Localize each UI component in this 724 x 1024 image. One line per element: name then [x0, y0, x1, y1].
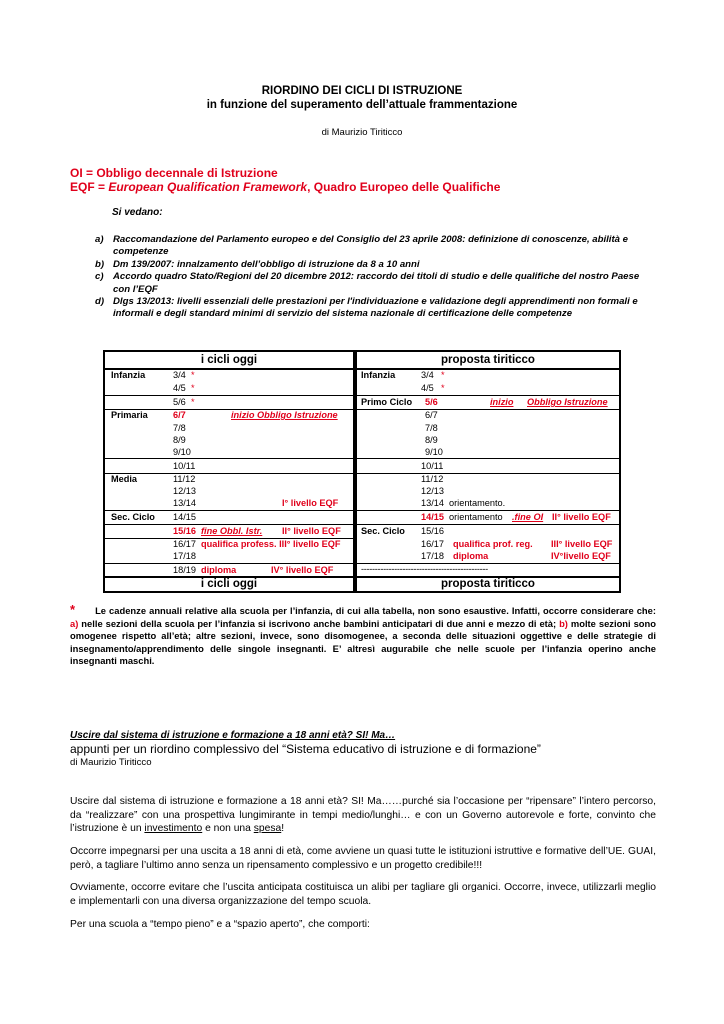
year-cell: 7/8	[173, 423, 186, 433]
year-cell: 9/10	[173, 447, 191, 457]
year-cell: 8/9	[173, 435, 186, 445]
left-footer: i cicli oggi	[105, 576, 353, 591]
diploma-label: diploma	[201, 565, 237, 575]
year-cell: 14/15	[421, 512, 444, 522]
reference-item	[95, 271, 657, 296]
table-row	[357, 539, 619, 551]
year-cell: 6/7	[173, 410, 186, 420]
diploma-label: diploma	[453, 551, 489, 561]
year-cell: 13/14	[421, 498, 444, 508]
left-header: i cicli oggi	[105, 352, 353, 370]
level-infanzia: Infanzia	[111, 370, 146, 380]
paragraph-4: Per una scuola a “tempo pieno” e a “spazio aperto”, che comporti:	[70, 919, 370, 930]
table-row	[357, 498, 619, 511]
table-row	[357, 396, 619, 410]
footnote-label-b: b)	[559, 617, 568, 629]
year-cell: 5/6	[425, 397, 438, 407]
year-cell: 4/5	[173, 383, 186, 393]
paragraph-3: Ovviamente, occorre evitare che l’uscita anticipata costituisca un alibi per tagliare gli organici. Occorre, invece, utilizzarli meglio e implementarli con una diversa organizzazione del tempo scuola.	[70, 882, 656, 907]
reference-label: c)	[95, 271, 104, 283]
table-row	[105, 474, 353, 486]
asterisk: *	[441, 370, 445, 380]
year-cell: 15/16	[421, 526, 444, 536]
table-row	[105, 525, 353, 539]
table-row	[357, 511, 619, 525]
section2-title: Uscire dal sistema di istruzione e formazione a 18 anni età? SI! Ma…	[70, 730, 396, 741]
table-row	[105, 370, 353, 383]
right-footer: proposta tiriticco	[357, 576, 619, 591]
table-row	[105, 410, 353, 423]
qualifica-label: qualifica prof. reg.	[453, 539, 533, 549]
document-subtitle: in funzione del superamento dell’attuale frammentazione	[206, 99, 518, 111]
reference-label: a)	[95, 234, 104, 245]
table-row	[357, 383, 619, 396]
paragraph-2: Occorre impegnarsi per una uscita a 18 anni di età, come avviene un quasi tutte le istituzioni istruttive e formative dell’UE. GUAI, però, a tagliare l’ultimo anno senza un ripensamento complessivo e un progetto credibile!!!	[70, 846, 656, 871]
eqf-suffix: , Quadro Europeo delle Qualifiche	[307, 180, 501, 194]
table-row	[357, 551, 619, 564]
table-row	[357, 525, 619, 539]
level-media: Media	[111, 474, 138, 484]
definitions	[70, 166, 500, 194]
year-cell: 4/5	[421, 383, 434, 393]
table-row	[105, 423, 353, 435]
right-header: proposta tiriticco	[357, 352, 619, 370]
year-cell: 11/12	[173, 474, 196, 484]
eqf-level-label: IV°livello EQF	[551, 551, 611, 561]
qualifica-label: qualifica profess. III° livello EQF	[201, 539, 341, 549]
year-cell: 3/4	[421, 370, 434, 380]
table-row	[105, 551, 353, 564]
paragraph-text: Uscire dal sistema di istruzione e formazione a 18 anni età? SI! Ma……purché sia l’occasione per “ripensare” l’intero percorso, da “realizzare” con una prospettiva lungimirante in tempi medio/lunghi… e con un Governo autorevole e forte, convinto che l’istruzione è un	[70, 796, 656, 834]
year-cell: 5/6	[173, 397, 186, 407]
paragraph-1	[70, 795, 656, 836]
table-row	[105, 539, 353, 551]
reference-text: Raccomandazione del Parlamento europeo e del Consiglio del 23 aprile 2008: definizione di conoscenze, abilità e competenze	[113, 234, 629, 258]
table-row	[105, 396, 353, 410]
footnote-text: nelle sezioni della scuola per l’infanzia si iscrivono anche bambini anticipatari di due anni e mezzo di età;	[78, 617, 560, 629]
asterisk: *	[441, 383, 445, 393]
year-cell: 17/18	[173, 551, 196, 561]
orientamento-label: orientamento.	[449, 498, 506, 508]
table-row	[357, 447, 619, 459]
paragraph-text: !	[281, 823, 285, 834]
year-cell: 12/13	[173, 486, 196, 496]
inizio-label: inizio	[490, 397, 514, 407]
footnote-text: molte sezioni sono omogenee rispetto all’età; altre sezioni, invece, sono disomogenee, a seconda delle situazioni oggettive e delle strategie di insegnamento/apprendimento delle singole insegnanti. E’ altresì augurabile che nelle scuole per l’infanzia operino anche insegnanti maschi.	[70, 617, 656, 666]
year-cell: 3/4	[173, 370, 186, 380]
table-row	[105, 564, 353, 576]
level-infanzia: Infanzia	[361, 370, 396, 380]
footnote-label-a: a)	[70, 617, 79, 629]
dashed-separator: ----------------------------------------------	[361, 564, 488, 574]
table-row	[357, 423, 619, 435]
year-cell: 10/11	[173, 461, 196, 471]
eqf-level-label: I° livello EQF	[282, 498, 339, 508]
year-cell: 16/17	[421, 539, 444, 549]
paragraph-text: e non una	[202, 823, 254, 834]
reference-item	[95, 296, 657, 321]
year-cell: 7/8	[425, 423, 438, 433]
fine-obbligo-label: fine Obbl. Istr.	[201, 526, 263, 536]
table-left-column	[105, 352, 353, 591]
inizio-oi-label: inizio Obbligo Istruzione	[231, 410, 338, 420]
year-cell: 8/9	[425, 435, 438, 445]
obbligo-label: Obbligo Istruzione	[527, 397, 608, 407]
level-primo-ciclo: Primo Ciclo	[361, 397, 413, 407]
reference-item	[95, 259, 657, 271]
table-row	[105, 435, 353, 447]
section2-author: di Maurizio Tiriticco	[70, 757, 152, 768]
table-row	[357, 435, 619, 447]
eqf-prefix: EQF =	[70, 180, 109, 194]
level-sec-ciclo: Sec. Ciclo	[111, 512, 155, 522]
level-primaria: Primaria	[111, 410, 148, 420]
year-cell: 16/17	[173, 539, 196, 549]
year-cell: 13/14	[173, 498, 196, 508]
references-list	[95, 234, 657, 321]
year-cell: 17/18	[421, 551, 444, 561]
table-row	[357, 459, 619, 474]
document-author: di Maurizio Tiriticco	[321, 127, 403, 138]
reference-text: Dm 139/2007: innalzamento dell’obbligo di istruzione da 8 a 10 anni	[113, 258, 420, 270]
table-row	[105, 486, 353, 498]
year-cell: 6/7	[425, 410, 438, 420]
reference-text: Dlgs 13/2013: livelli essenziali delle prestazioni per l'individuazione e validazione degli apprendimenti non formali e informali e degli standard minimi di servizio del sistema nazionale di certificazione delle competenze	[113, 296, 638, 320]
document-title: RIORDINO DEI CICLI DI ISTRUZIONE	[261, 85, 463, 97]
year-cell: 18/19	[173, 565, 196, 575]
year-cell: 11/12	[421, 474, 444, 484]
table-footnote	[70, 604, 656, 668]
footnote-star: *	[70, 602, 76, 617]
reference-label: b)	[95, 258, 105, 270]
level-sec-ciclo: Sec. Ciclo	[361, 526, 405, 536]
table-right-column	[357, 352, 619, 591]
eqf-level-label: II° livello EQF	[282, 526, 341, 536]
fine-oi-label: .fine OI	[512, 512, 544, 522]
underlined-word: investimento	[144, 823, 203, 834]
table-row	[357, 370, 619, 383]
footnote-text: Le cadenze annuali relative alla scuola per l’infanzia, di cui alla tabella, non sono esaustive. Infatti, occorre considerare che:	[95, 605, 656, 616]
table-row	[105, 447, 353, 459]
references-intro: Si vedano:	[112, 207, 163, 218]
section2-subtitle: appunti per un riordino complessivo del “Sistema educativo di istruzione e di formazione”	[70, 742, 541, 756]
orientamento-label: orientamento	[449, 512, 503, 522]
table-row	[357, 474, 619, 486]
table-row	[105, 498, 353, 511]
school-cycles-table	[103, 350, 621, 593]
table-row	[357, 486, 619, 498]
underlined-word: spesa	[253, 823, 282, 834]
asterisk: *	[191, 397, 195, 407]
definition-oi: OI = Obbligo decennale di Istruzione	[70, 166, 278, 180]
table-row	[105, 383, 353, 396]
year-cell: 10/11	[421, 461, 444, 471]
reference-text: Accordo quadro Stato/Regioni del 20 dicembre 2012: raccordo dei titoli di studio e delle qualifiche del nostro Paese con l’EQF	[113, 271, 640, 295]
eqf-italic: European Qualification Framework	[108, 180, 308, 194]
eqf-level-label: III° livello EQF	[551, 539, 613, 549]
definition-eqf	[70, 180, 500, 194]
reference-label: d)	[95, 296, 105, 308]
asterisk: *	[191, 370, 195, 380]
table-row	[105, 459, 353, 474]
eqf-level-label: II° livello EQF	[552, 512, 611, 522]
table-row	[357, 410, 619, 423]
year-cell: 12/13	[421, 486, 444, 496]
year-cell: 15/16	[173, 526, 196, 536]
reference-item	[95, 234, 657, 259]
asterisk: *	[191, 383, 195, 393]
eqf-level-label: IV° livello EQF	[271, 565, 334, 575]
table-row	[105, 511, 353, 525]
year-cell: 14/15	[173, 512, 196, 522]
table-row	[357, 564, 619, 576]
year-cell: 9/10	[425, 447, 443, 457]
